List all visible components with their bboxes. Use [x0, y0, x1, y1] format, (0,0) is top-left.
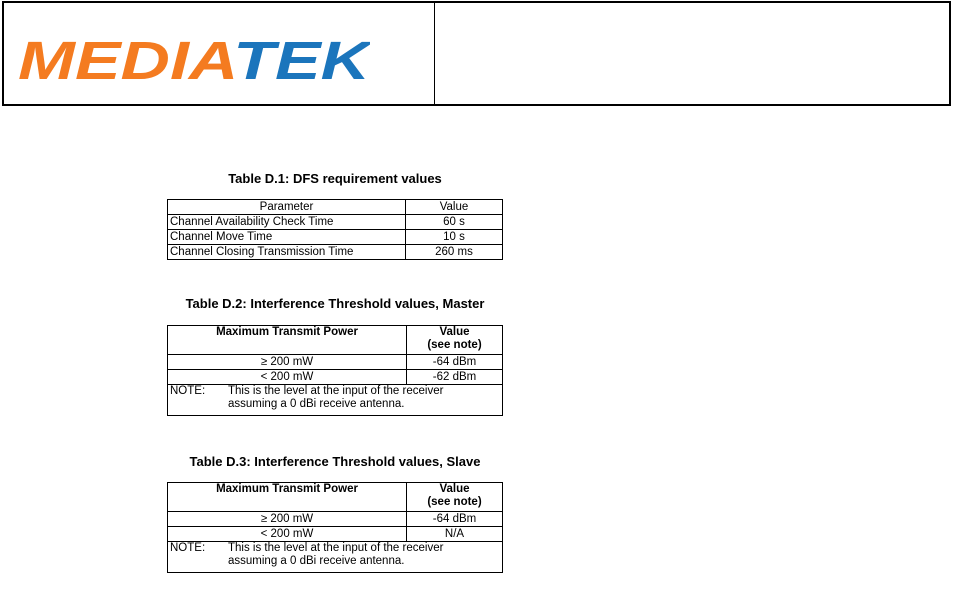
power-cell: ≥ 200 mW	[168, 512, 407, 527]
table-row	[168, 512, 503, 527]
header-value	[407, 326, 503, 355]
table3-caption: Table D.3: Interference Threshold values, Slave	[189, 454, 481, 469]
slave-threshold-table	[167, 482, 503, 573]
table-header-row	[168, 483, 503, 512]
table2-caption: Table D.2: Interference Threshold values, Master	[185, 296, 485, 311]
mediatek-logo-graphic	[18, 37, 370, 83]
table-row	[168, 527, 503, 542]
logo-text-orange: MEDIA	[18, 37, 188, 83]
table-row	[168, 215, 503, 230]
header-max-power: Maximum Transmit Power	[168, 483, 407, 512]
header-parameter: Parameter	[168, 200, 406, 215]
master-threshold-table	[167, 325, 503, 416]
header-divider	[434, 3, 435, 104]
note-row	[168, 542, 503, 573]
header-value	[407, 483, 503, 512]
param-cell: Channel Availability Check Time	[168, 215, 406, 230]
note-cell	[168, 385, 503, 416]
value-cell: 260 ms	[406, 245, 503, 260]
document-header	[2, 1, 951, 106]
header-value: Value	[406, 200, 503, 215]
note-label: NOTE:	[170, 385, 206, 397]
note-line-1: This is the level at the input of the receiver	[228, 385, 444, 397]
value-cell: 10 s	[406, 230, 503, 245]
mediatek-logo	[18, 37, 370, 83]
table-row	[168, 355, 503, 370]
table-header-row	[168, 200, 503, 215]
note-line-1: This is the level at the input of the receiver	[228, 542, 444, 554]
table-row	[168, 245, 503, 260]
value-cell: N/A	[407, 527, 503, 542]
note-line-2: assuming a 0 dBi receive antenna.	[228, 555, 405, 567]
header-see-note: (see note)	[427, 339, 482, 351]
header-see-note: (see note)	[427, 496, 482, 508]
value-cell: -62 dBm	[407, 370, 503, 385]
header-value-label: Value	[439, 326, 470, 338]
dfs-requirements-table	[167, 199, 503, 260]
value-cell: -64 dBm	[407, 355, 503, 370]
header-value-label: Value	[439, 483, 470, 495]
note-text	[228, 542, 490, 568]
header-max-power: Maximum Transmit Power	[168, 326, 407, 355]
note-cell	[168, 542, 503, 573]
power-cell: < 200 mW	[168, 370, 407, 385]
table-row	[168, 230, 503, 245]
value-cell: -64 dBm	[407, 512, 503, 527]
svg-text:MEDIATEK	[18, 37, 370, 83]
table-header-row	[168, 326, 503, 355]
value-cell: 60 s	[406, 215, 503, 230]
table1-caption: Table D.1: DFS requirement values	[228, 171, 442, 186]
power-cell: < 200 mW	[168, 527, 407, 542]
param-cell: Channel Closing Transmission Time	[168, 245, 406, 260]
note-label: NOTE:	[170, 542, 206, 554]
power-cell: ≥ 200 mW	[168, 355, 407, 370]
note-text	[228, 385, 490, 411]
param-cell: Channel Move Time	[168, 230, 406, 245]
table-row	[168, 370, 503, 385]
note-line-2: assuming a 0 dBi receive antenna.	[228, 398, 405, 410]
note-row	[168, 385, 503, 416]
logo-text-blue: TEK	[233, 37, 342, 83]
